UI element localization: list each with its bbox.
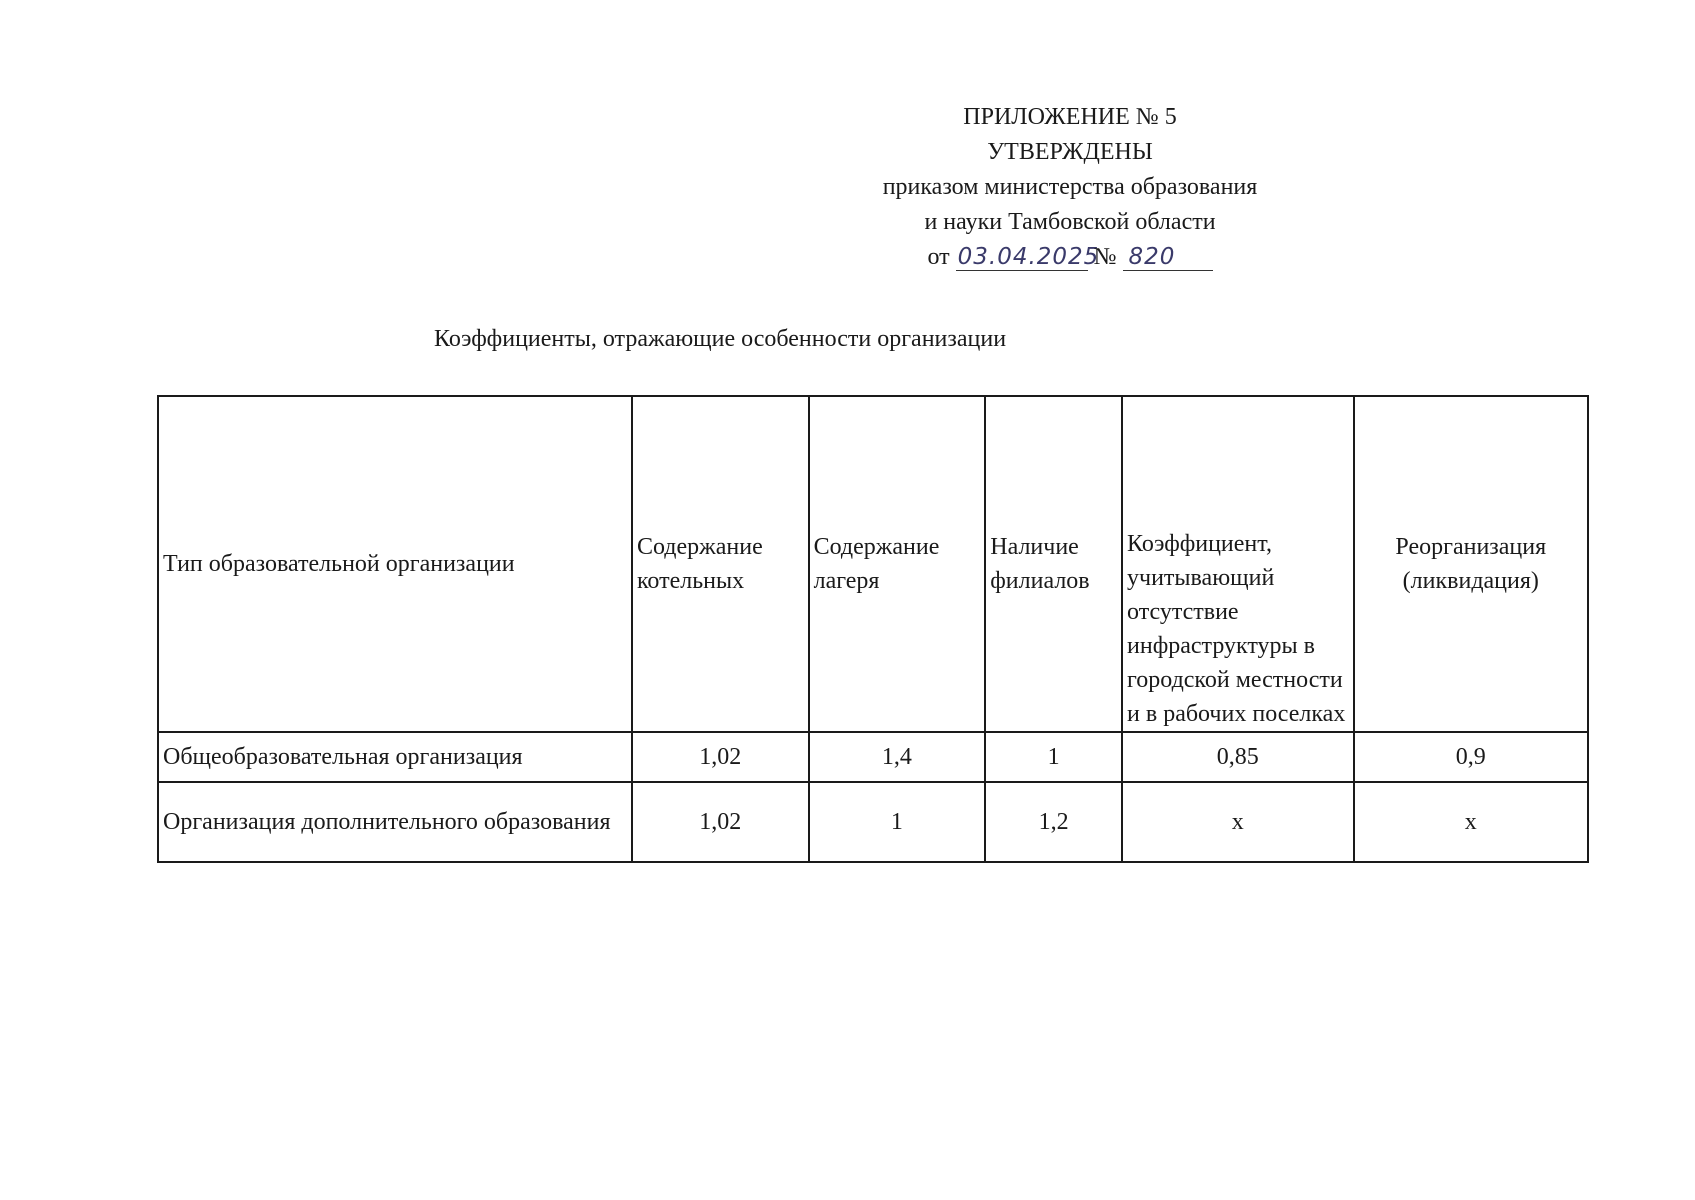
date-prefix: от — [927, 244, 950, 270]
header-camp: Содержание лагеря — [809, 396, 986, 732]
header-branches: Наличие филиалов — [985, 396, 1122, 732]
cell-infrastructure: 0,85 — [1122, 732, 1354, 782]
table-header-row — [158, 396, 1588, 732]
cell-infrastructure: х — [1122, 782, 1354, 862]
order-line-2: и науки Тамбовской области — [924, 209, 1216, 235]
cell-branches: 1,2 — [985, 782, 1122, 862]
approved-label: УТВЕРЖДЕНЫ — [987, 139, 1153, 165]
number-sign: № — [1093, 244, 1117, 270]
document-title: Коэффициенты, отражающие особенности организации — [434, 326, 1007, 352]
cell-org-type: Организация дополнительного образования — [158, 782, 632, 862]
cell-boilers: 1,02 — [632, 732, 809, 782]
header-boilers: Содержание котельных — [632, 396, 809, 732]
header-reorganization: Реорганизация (ликвидация) — [1354, 396, 1588, 732]
header-org-type: Тип образовательной организации — [158, 396, 632, 732]
cell-boilers: 1,02 — [632, 782, 809, 862]
header-infrastructure: Коэффициент, учитывающий отсутствие инфраструктуры в городской местности и в рабочих поселках — [1122, 396, 1354, 732]
approval-header — [820, 100, 1320, 275]
appendix-label: ПРИЛОЖЕНИЕ № 5 — [963, 104, 1177, 130]
cell-branches: 1 — [985, 732, 1122, 782]
cell-reorganization: х — [1354, 782, 1588, 862]
cell-camp: 1,4 — [809, 732, 986, 782]
cell-reorganization: 0,9 — [1354, 732, 1588, 782]
handwritten-number: 820 — [1123, 244, 1213, 271]
table-row — [158, 732, 1588, 782]
order-date-number-line — [820, 240, 1320, 275]
cell-camp: 1 — [809, 782, 986, 862]
coefficients-table — [157, 395, 1589, 863]
table-row — [158, 782, 1588, 862]
cell-org-type: Общеобразовательная организация — [158, 732, 632, 782]
handwritten-date: 03.04.2025 — [957, 244, 1100, 270]
order-line-1: приказом министерства образования — [882, 174, 1258, 200]
